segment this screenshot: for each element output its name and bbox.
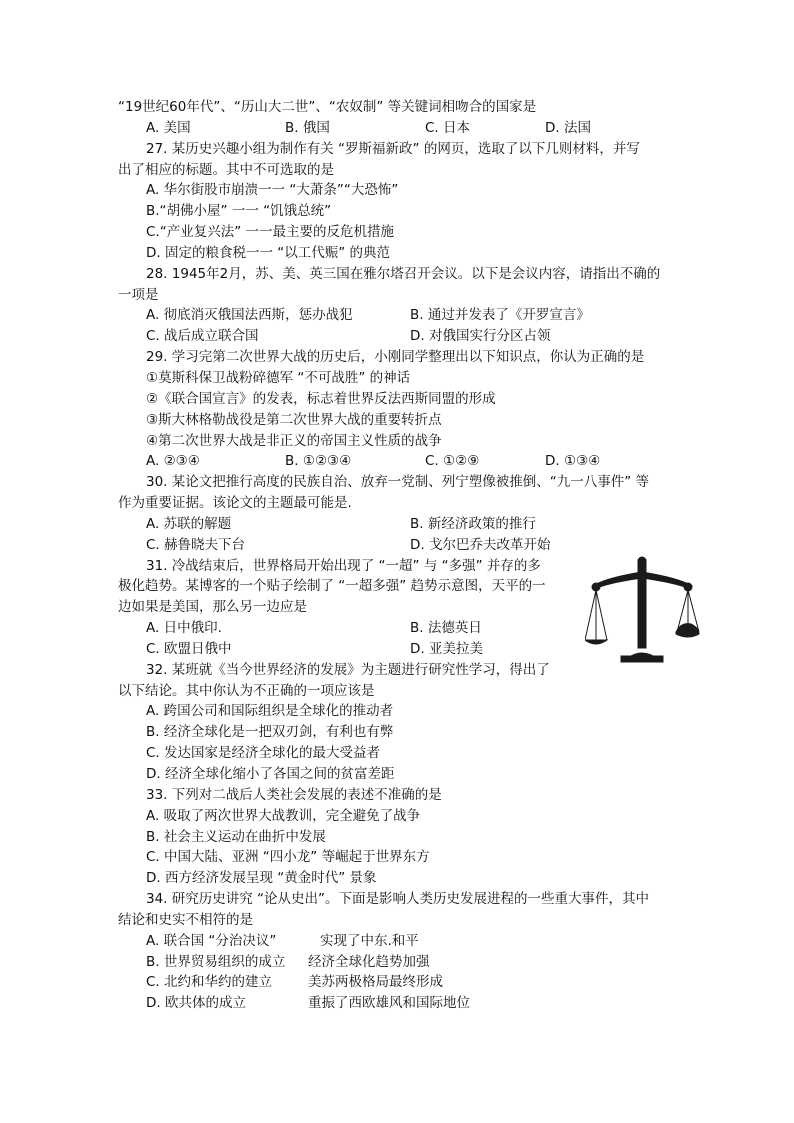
stem-text: 27. 某历史兴趣小组为制作有关 “罗斯福新政” 的网页，选取了以下几则材料，并写 xyxy=(146,140,640,157)
option-d: D. 亚美拉美 xyxy=(410,640,483,657)
stem-text: 28. 1945年2月，苏、美、英三国在雅尔塔召开会议。以下是会议内容，请指出不确的 xyxy=(146,265,661,282)
point-4: ④第二次世界大战是非正义的帝国主义性质的战争 xyxy=(146,432,442,449)
balance-scale-icon xyxy=(585,556,700,666)
question-28-stem xyxy=(0,264,794,285)
option-a-conclusion: 实现了中东.和平 xyxy=(320,932,419,949)
option-b: B.“胡佛小屋” 一一 “饥饿总统” xyxy=(146,203,332,220)
stem-text: 29. 学习完第二次世界大战的历史后，小刚同学整理出以下知识点，你认为正确的是 xyxy=(146,349,645,366)
stem-text: 以下结论。其中你认为不正确的一项应该是 xyxy=(118,682,375,699)
question-27-stem xyxy=(0,139,794,160)
option-d: D. 经济全球化缩小了各国之间的贫富差距 xyxy=(146,766,395,782)
option-a: A. 跨国公司和国际组织是全球化的推动者 xyxy=(146,703,394,720)
option-a: A. ②③④ xyxy=(146,453,200,470)
option-a: A. 华尔街股市崩溃一一 “大萧条”“大恐怖” xyxy=(146,182,399,199)
option-b: B. ①②③④ xyxy=(285,453,352,470)
option-c: C.“产业复兴法” 一一最主要的反危机措施 xyxy=(146,224,394,241)
option-d-event: D. 欧共体的成立 xyxy=(146,995,246,1012)
question-33-stem xyxy=(0,785,794,806)
option-c-conclusion: 美苏两极格局最终形成 xyxy=(308,974,443,991)
option-a: A. 吸取了两次世界大战教训，完全避免了战争 xyxy=(146,807,421,824)
stem-text: 作为重要证据。该论文的主题最可能是. xyxy=(118,495,352,512)
option-a: A. 苏联的解题 xyxy=(146,515,232,532)
stem-text: 33. 下列对二战后人类社会发展的表述不准确的是 xyxy=(146,786,442,803)
option-b-event: B. 世界贸易组织的成立 xyxy=(146,953,286,970)
option-b-conclusion: 经济全球化趋势加强 xyxy=(308,953,430,970)
option-b: B. 新经济政策的推行 xyxy=(410,515,536,532)
option-d: D. 法国 xyxy=(545,119,591,136)
question-29-stem xyxy=(0,347,794,368)
option-c: C. 中国大陆、亚洲 “四小龙” 等崛起于世界东方 xyxy=(146,849,430,866)
stem-text: 30. 某论文把推行高度的民族自治、放弃一党制、列宁塑像被推倒、“九一八事件” 等 xyxy=(146,474,650,491)
stem-text: 一项是 xyxy=(118,286,159,303)
stem-text: 边如果是美国，那么另一边应是 xyxy=(118,599,307,616)
option-c: C. 战后成立联合国 xyxy=(146,328,259,345)
stem-text: 34. 研究历史讲究 “论从史出”。下面是影响人类历史发展进程的一些重大事件，其中 xyxy=(146,891,650,908)
point-1: ①莫斯科保卫战粉碎德军 “不可战胜” 的神话 xyxy=(146,369,411,386)
option-a: A. 彻底消灭俄国法西斯，惩办战犯 xyxy=(146,307,353,324)
question-30-stem xyxy=(0,472,794,493)
option-c: C. 欧盟日俄中 xyxy=(146,640,232,657)
stem-text: 出了相应的标题。其中不可选取的是 xyxy=(118,161,334,178)
point-2: ②《联合国宣言》的发表，标志着世界反法西斯同盟的形成 xyxy=(146,390,496,407)
stem-text: 结论和史实不相符的是 xyxy=(118,911,253,928)
option-c: C. 赫鲁晓夫下台 xyxy=(146,536,246,553)
question-26-stem xyxy=(0,97,794,118)
option-d: D. ①③④ xyxy=(545,453,601,470)
option-d: D. 西方经济发展呈现 “黄金时代” 景象 xyxy=(146,870,377,887)
option-c-event: C. 北约和华约的建立 xyxy=(146,974,273,991)
stem-text: 31. 冷战结束后，世界格局开始出现了 “一超” 与 “多强” 并存的多 xyxy=(146,557,541,574)
option-a: A. 日中俄印. xyxy=(146,620,222,637)
option-a-event: A. 联合国 “分治决议” xyxy=(146,932,277,949)
question-34-stem xyxy=(0,889,794,910)
option-b: B. 俄国 xyxy=(285,119,330,136)
option-d: D. 戈尔巴乔夫改革开始 xyxy=(410,536,551,553)
option-c: C. 日本 xyxy=(425,119,471,136)
question-26-options xyxy=(0,118,794,139)
option-d: D. 对俄国实行分区占领 xyxy=(410,328,551,345)
option-b: B. 社会主义运动在曲折中发展 xyxy=(146,828,326,845)
option-b: B. 经济全球化是一把双刃剑，有利也有弊 xyxy=(146,724,394,741)
option-b: B. 法德英日 xyxy=(410,620,482,637)
stem-text: “19世纪60年代”、“历山大二世”、“农奴制” 等关键词相吻合的国家是 xyxy=(118,99,537,115)
option-c: C. 发达国家是经济全球化的最大受益者 xyxy=(146,745,381,762)
option-d: D. 固定的粮食税一一 “以工代赈” 的典范 xyxy=(146,244,391,261)
question-27-stem-cont xyxy=(0,160,794,181)
option-d-conclusion: 重振了西欧雄风和国际地位 xyxy=(308,995,470,1012)
stem-text: 32. 某班就《当今世界经济的发展》为主题进行研究性学习，得出了 xyxy=(146,661,550,678)
option-b: B. 通过并发表了《开罗宣言》 xyxy=(410,307,590,324)
stem-text: 极化趋势。某博客的一个贴子绘制了 “一超多强” 趋势示意图，天平的一 xyxy=(118,578,546,595)
option-a: A. 美国 xyxy=(146,119,191,136)
option-c: C. ①②⑨ xyxy=(425,453,480,470)
point-3: ③斯大林格勒战役是第二次世界大战的重要转折点 xyxy=(146,411,442,428)
